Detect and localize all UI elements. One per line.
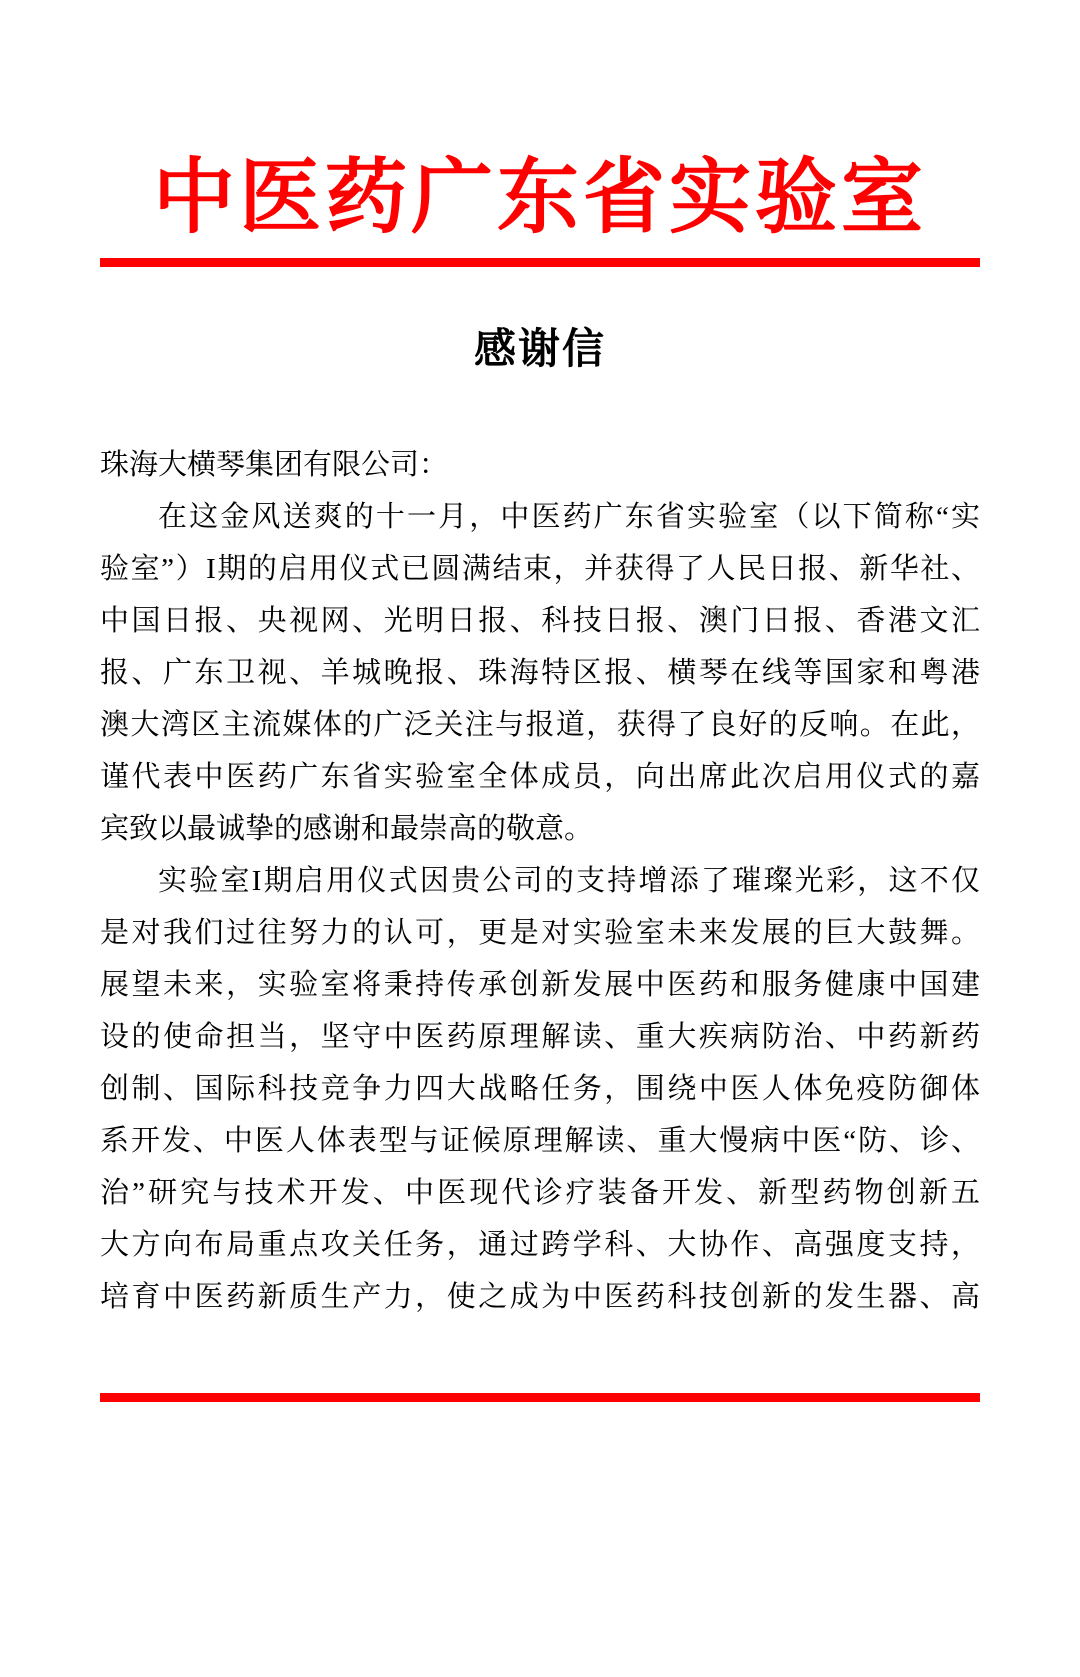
paragraph-1 <box>100 491 980 855</box>
letterhead-title: 中医药广东省实验室 <box>152 152 927 243</box>
body-line: 宾致以最诚挚的感谢和最崇高的敬意。 <box>100 813 594 845</box>
body-line: 澳大湾区主流媒体的广泛关注与报道，获得了良好的反响。在此， <box>100 709 980 741</box>
body-line: 创制、国际科技竞争力四大战略任务，围绕中医人体免疫防御体 <box>100 1073 980 1105</box>
body-line: 治”研究与技术开发、中医现代诊疗装备开发、新型药物创新五 <box>100 1177 980 1209</box>
letter-title: 感谢信 <box>473 327 606 373</box>
body-line: 大方向布局重点攻关任务，通过跨学科、大协作、高强度支持， <box>100 1229 980 1261</box>
salutation: 珠海大横琴集团有限公司： <box>100 449 449 481</box>
body-line: 系开发、中医人体表型与证候原理解读、重大慢病中医“防、诊、 <box>100 1125 980 1157</box>
body-line: 培育中医药新质生产力，使之成为中医药科技创新的发生器、高 <box>100 1281 980 1313</box>
body-line: 实验室I期启用仪式因贵公司的支持增添了璀璨光彩，这不仅 <box>158 865 980 897</box>
letter-page <box>0 150 1080 1677</box>
body-line: 验室”）I期的启用仪式已圆满结束，并获得了人民日报、新华社、 <box>100 553 980 585</box>
body-line: 报、广东卫视、羊城晚报、珠海特区报、横琴在线等国家和粤港 <box>100 657 980 689</box>
paragraph-2 <box>100 855 980 1323</box>
body-line: 谨代表中医药广东省实验室全体成员，向出席此次启用仪式的嘉 <box>100 761 980 793</box>
letterhead-double-rule <box>100 258 980 267</box>
footer-double-rule <box>100 1393 980 1402</box>
body-line: 在这金风送爽的十一月，中医药广东省实验室（以下简称“实 <box>158 501 980 533</box>
body-line: 设的使命担当，坚守中医药原理解读、重大疾病防治、中药新药 <box>100 1021 980 1053</box>
letter-body <box>100 439 980 1323</box>
body-line: 展望未来，实验室将秉持传承创新发展中医药和服务健康中国建 <box>100 969 980 1001</box>
body-line: 是对我们过往努力的认可，更是对实验室未来发展的巨大鼓舞。 <box>100 917 980 949</box>
body-line: 中国日报、央视网、光明日报、科技日报、澳门日报、香港文汇 <box>100 605 980 637</box>
